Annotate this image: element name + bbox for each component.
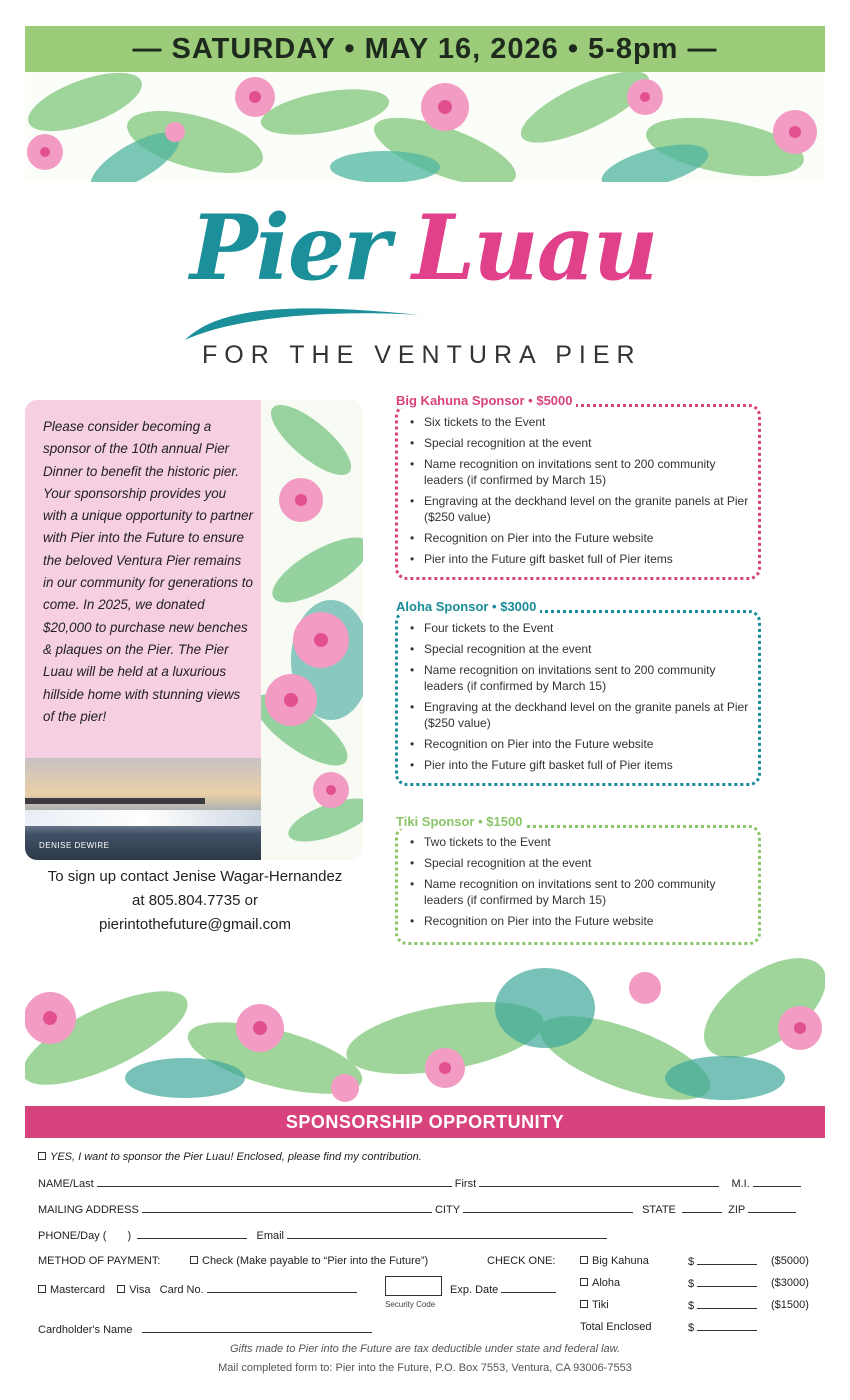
tiki-title: Tiki Sponsor • $1500 bbox=[392, 814, 526, 829]
intro-floral-strip bbox=[261, 400, 363, 860]
list-item: • Two tickets to the Event bbox=[410, 834, 755, 851]
tax-note: Gifts made to Pier into the Future are tax deductible under state and federal law. bbox=[229, 1343, 621, 1355]
check-checkbox[interactable] bbox=[190, 1256, 198, 1264]
yes-sponsor-row bbox=[38, 1151, 422, 1163]
card-number-field[interactable] bbox=[207, 1283, 357, 1293]
list-item: • Name recognition on invitations sent to 200 community leaders (if confirmed by March 15) bbox=[410, 662, 755, 695]
total-enclosed-label: Total Enclosed bbox=[580, 1321, 652, 1333]
check-label: Check (Make payable to “Pier into the Future”) bbox=[202, 1255, 429, 1267]
visa-label: Visa bbox=[129, 1284, 151, 1296]
mailing-address-field[interactable] bbox=[142, 1203, 432, 1213]
banner-text: SPONSORSHIP OPPORTUNITY bbox=[285, 1111, 565, 1132]
option-label: Tiki bbox=[592, 1299, 609, 1311]
contact-line-1: To sign up contact Jenise Wagar-Hernandez bbox=[47, 868, 343, 885]
option-label: Aloha bbox=[592, 1277, 621, 1289]
sponsorship-banner bbox=[25, 1106, 825, 1138]
amount-field[interactable] bbox=[697, 1299, 757, 1309]
big-kahuna-benefits bbox=[410, 414, 755, 572]
amount-row bbox=[688, 1277, 757, 1290]
check-one-label: CHECK ONE: bbox=[487, 1255, 556, 1267]
logo-subtitle: FOR THE VENTURA PIER bbox=[202, 341, 642, 369]
amount-field[interactable] bbox=[697, 1255, 757, 1265]
pier-silhouette bbox=[25, 798, 205, 804]
option-label: Big Kahuna bbox=[592, 1255, 649, 1267]
phone-paren: ) bbox=[127, 1230, 132, 1242]
first-name-field[interactable] bbox=[479, 1177, 719, 1187]
pier-photo bbox=[25, 758, 261, 860]
mastercard-checkbox[interactable] bbox=[38, 1285, 46, 1293]
amount-field[interactable] bbox=[697, 1277, 757, 1287]
yes-sponsor-text: YES, I want to sponsor the Pier Luau! Enclosed, please find my contribution. bbox=[50, 1151, 422, 1163]
option-tiki bbox=[580, 1299, 609, 1311]
list-item: • Four tickets to the Event bbox=[410, 620, 755, 637]
photo-credit: DENISE DEWIRE bbox=[39, 841, 110, 850]
name-last-label: NAME/Last bbox=[38, 1178, 94, 1190]
aloha-benefits bbox=[410, 620, 755, 778]
floral-decoration-bottom bbox=[25, 948, 825, 1106]
event-date-banner bbox=[25, 26, 825, 72]
option-amount: ($5000) bbox=[771, 1255, 809, 1267]
contact-email[interactable]: pierintothefuture@gmail.com bbox=[99, 916, 291, 933]
logo-luau-word: Luau bbox=[412, 195, 657, 301]
mastercard-label: Mastercard bbox=[50, 1284, 106, 1296]
zip-field[interactable] bbox=[748, 1203, 796, 1213]
list-item: • Pier into the Future gift basket full of Pier items bbox=[410, 757, 755, 774]
event-date-text: — SATURDAY • MAY 16, 2026 • 5-8pm — bbox=[132, 32, 718, 65]
intro-panel bbox=[25, 400, 363, 860]
option-amount: ($3000) bbox=[771, 1277, 809, 1289]
first-label: First bbox=[454, 1178, 477, 1190]
state-field[interactable] bbox=[682, 1203, 722, 1213]
total-field[interactable] bbox=[697, 1321, 757, 1331]
list-item: • Name recognition on invitations sent to 200 community leaders (if confirmed by March 15) bbox=[410, 456, 755, 489]
floral-decoration-top bbox=[25, 72, 825, 182]
aloha-checkbox[interactable] bbox=[580, 1278, 588, 1286]
exp-row bbox=[450, 1283, 556, 1296]
mail-note: Mail completed form to: Pier into the Future, P.O. Box 7553, Ventura, CA 93006-7553 bbox=[218, 1362, 632, 1374]
email-field[interactable] bbox=[287, 1229, 607, 1239]
big-kahuna-checkbox[interactable] bbox=[580, 1256, 588, 1264]
list-item: • Engraving at the deckhand level on the granite panels at Pier ($250 value) bbox=[410, 699, 755, 732]
card-no-label: Card No. bbox=[159, 1284, 204, 1296]
option-aloha bbox=[580, 1277, 620, 1289]
list-item: • Recognition on Pier into the Future website bbox=[410, 530, 755, 547]
list-item: • Six tickets to the Event bbox=[410, 414, 755, 431]
logo-swoosh-icon bbox=[180, 295, 680, 345]
name-last-field[interactable] bbox=[97, 1177, 452, 1187]
mi-label: M.I. bbox=[731, 1178, 750, 1190]
list-item: • Special recognition at the event bbox=[410, 435, 755, 452]
email-label: Email bbox=[256, 1230, 285, 1242]
intro-text-box bbox=[25, 400, 261, 758]
security-code-label: Security Code bbox=[385, 1300, 436, 1309]
phone-field[interactable] bbox=[137, 1229, 247, 1239]
yes-checkbox[interactable] bbox=[38, 1152, 46, 1160]
dollar-sign: $ bbox=[688, 1300, 695, 1312]
list-item: • Recognition on Pier into the Future website bbox=[410, 913, 755, 930]
list-item: • Special recognition at the event bbox=[410, 855, 755, 872]
mailing-address-label: MAILING ADDRESS bbox=[38, 1204, 139, 1216]
phone-label: PHONE/Day ( bbox=[38, 1230, 107, 1242]
amount-row bbox=[688, 1299, 757, 1312]
security-code-field[interactable] bbox=[385, 1276, 442, 1296]
aloha-title: Aloha Sponsor • $3000 bbox=[392, 599, 540, 614]
amount-row bbox=[688, 1255, 757, 1268]
cardholder-field[interactable] bbox=[142, 1323, 372, 1333]
tiki-benefits bbox=[410, 834, 755, 934]
intro-text: Please consider becoming a sponsor of the 10th annual Pier Dinner to benefit the historic pier. Your sponsorship provides you with a unique opportunity to partner with Pier into the Future to ensure the beloved Ventura Pier remains in our community for generations to come. In 2025, we donated $20,000 to purchase new benches & plaques on the Pier. The Pier Luau will be held at a luxurious hillside home with stunning views of the pier! bbox=[43, 419, 253, 724]
list-item: • Name recognition on invitations sent to 200 community leaders (if confirmed by March 15) bbox=[410, 876, 755, 909]
state-label: STATE bbox=[642, 1204, 676, 1216]
option-amount: ($1500) bbox=[771, 1299, 809, 1311]
contact-line-2: at 805.804.7735 or bbox=[132, 892, 258, 909]
wave-crest bbox=[25, 810, 261, 826]
pier-luau-logo bbox=[180, 195, 680, 375]
address-row bbox=[38, 1203, 796, 1216]
dollar-sign: $ bbox=[688, 1322, 695, 1334]
check-option bbox=[190, 1255, 428, 1267]
tiki-checkbox[interactable] bbox=[580, 1300, 588, 1308]
phone-row bbox=[38, 1229, 607, 1242]
mi-field[interactable] bbox=[753, 1177, 801, 1187]
method-label: METHOD OF PAYMENT: bbox=[38, 1255, 161, 1267]
total-row bbox=[688, 1321, 757, 1334]
list-item: • Pier into the Future gift basket full of Pier items bbox=[410, 551, 755, 568]
city-field[interactable] bbox=[463, 1203, 633, 1213]
zip-label: ZIP bbox=[728, 1204, 746, 1216]
exp-date-label: Exp. Date bbox=[450, 1284, 499, 1296]
dollar-sign: $ bbox=[688, 1256, 695, 1268]
card-row bbox=[38, 1283, 357, 1296]
city-label: CITY bbox=[434, 1204, 460, 1216]
dollar-sign: $ bbox=[688, 1278, 695, 1290]
list-item: • Special recognition at the event bbox=[410, 641, 755, 658]
list-item: • Engraving at the deckhand level on the granite panels at Pier ($250 value) bbox=[410, 493, 755, 526]
name-row bbox=[38, 1177, 801, 1190]
logo-pier-word: Pier bbox=[190, 195, 389, 301]
contact-info bbox=[20, 865, 370, 937]
visa-checkbox[interactable] bbox=[117, 1285, 125, 1293]
exp-date-field[interactable] bbox=[501, 1283, 556, 1293]
option-big-kahuna bbox=[580, 1255, 649, 1267]
list-item: • Recognition on Pier into the Future website bbox=[410, 736, 755, 753]
big-kahuna-title: Big Kahuna Sponsor • $5000 bbox=[392, 393, 576, 408]
cardholder-label: Cardholder's Name bbox=[38, 1324, 133, 1336]
cardholder-row bbox=[38, 1323, 372, 1336]
